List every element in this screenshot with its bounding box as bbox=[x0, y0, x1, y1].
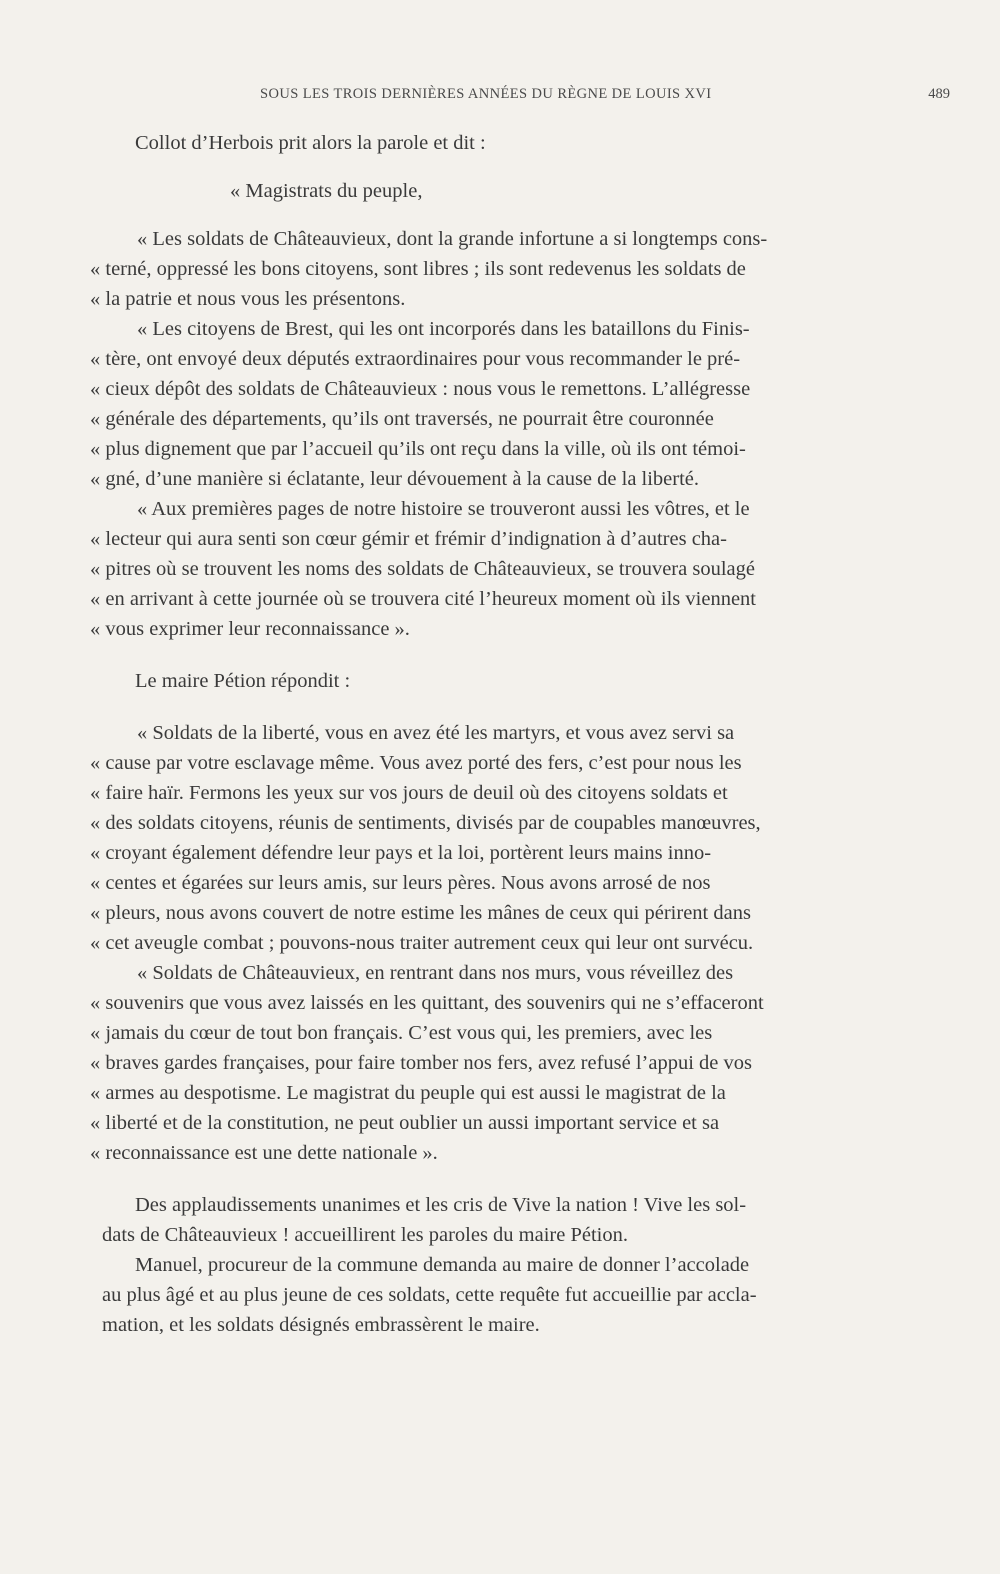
text-line: « centes et égarées sur leurs amis, sur leurs pères. Nous avons arrosé de nos bbox=[90, 872, 711, 894]
text-line: mation, et les soldats désignés embrassèrent le maire. bbox=[102, 1314, 540, 1336]
text-line: Collot d’Herbois prit alors la parole et dit : bbox=[135, 132, 486, 154]
page-header bbox=[90, 86, 952, 110]
text-line: « des soldats citoyens, réunis de sentiments, divisés par de coupables manœuvres, bbox=[90, 812, 761, 834]
text-line: « en arrivant à cette journée où se trouvera cité l’heureux moment où ils viennent bbox=[90, 588, 756, 610]
text-line: « vous exprimer leur reconnaissance ». bbox=[90, 618, 410, 640]
running-title: SOUS LES TROIS DERNIÈRES ANNÉES DU RÈGNE DE LOUIS XVI bbox=[260, 86, 712, 102]
text-line: « jamais du cœur de tout bon français. C’est vous qui, les premiers, avec les bbox=[90, 1022, 713, 1044]
text-line: « tère, ont envoyé deux députés extraordinaires pour vous recommander le pré- bbox=[90, 348, 741, 370]
text-line: « générale des départements, qu’ils ont traversés, ne pourrait être couronnée bbox=[90, 408, 714, 430]
text-line: « Soldats de Châteauvieux, en rentrant dans nos murs, vous réveillez des bbox=[137, 962, 734, 984]
text-line: « plus dignement que par l’accueil qu’ils ont reçu dans la ville, où ils ont témoi- bbox=[90, 438, 746, 460]
text-line: « croyant également défendre leur pays et la loi, portèrent leurs mains inno- bbox=[90, 842, 712, 864]
text-line: « Soldats de la liberté, vous en avez été les martyrs, et vous avez servi sa bbox=[137, 722, 735, 744]
body-text bbox=[90, 128, 940, 1340]
text-line: « pitres où se trouvent les noms des soldats de Châteauvieux, se trouvera soulagé bbox=[90, 558, 755, 580]
text-line: « terné, oppressé les bons citoyens, sont libres ; ils sont redevenus les soldats de bbox=[90, 258, 746, 280]
text-line: « pleurs, nous avons couvert de notre estime les mânes de ceux qui périrent dans bbox=[90, 902, 751, 924]
text-line: « cause par votre esclavage même. Vous avez porté des fers, c’est pour nous les bbox=[90, 752, 742, 774]
text-line: « Les citoyens de Brest, qui les ont incorporés dans les bataillons du Finis- bbox=[137, 318, 750, 340]
text-line: « armes au despotisme. Le magistrat du peuple qui est aussi le magistrat de la bbox=[90, 1082, 726, 1104]
text-line: « faire haïr. Fermons les yeux sur vos jours de deuil où des citoyens soldats et bbox=[90, 782, 728, 804]
text-line: « cieux dépôt des soldats de Châteauvieux : nous vous le remettons. L’allégresse bbox=[90, 378, 751, 400]
text-line: « braves gardes françaises, pour faire tomber nos fers, avez refusé l’appui de vos bbox=[90, 1052, 752, 1074]
text-line: dats de Châteauvieux ! accueillirent les paroles du maire Pétion. bbox=[102, 1224, 628, 1246]
text-line: « reconnaissance est une dette nationale ». bbox=[90, 1142, 438, 1164]
text-line: Le maire Pétion répondit : bbox=[135, 670, 351, 692]
text-line: « lecteur qui aura senti son cœur gémir et frémir d’indignation à d’autres cha- bbox=[90, 528, 727, 550]
text-line: « Les soldats de Châteauvieux, dont la grande infortune a si longtemps cons- bbox=[137, 228, 768, 250]
text-line: au plus âgé et au plus jeune de ces soldats, cette requête fut accueillie par accla- bbox=[102, 1284, 757, 1306]
text-line: « Aux premières pages de notre histoire se trouveront aussi les vôtres, et le bbox=[137, 498, 750, 520]
text-line: « Magistrats du peuple, bbox=[230, 180, 423, 202]
text-line: « gné, d’une manière si éclatante, leur dévouement à la cause de la liberté. bbox=[90, 468, 700, 490]
page-number: 489 bbox=[928, 86, 950, 102]
text-line: « souvenirs que vous avez laissés en les quittant, des souvenirs qui ne s’effaceront bbox=[90, 992, 764, 1014]
text-line: « liberté et de la constitution, ne peut oublier un aussi important service et sa bbox=[90, 1112, 720, 1134]
text-line: « cet aveugle combat ; pouvons-nous traiter autrement ceux qui leur ont survécu. bbox=[90, 932, 754, 954]
text-line: Des applaudissements unanimes et les cris de Vive la nation ! Vive les sol- bbox=[135, 1194, 747, 1216]
text-line: « la patrie et nous vous les présentons. bbox=[90, 288, 406, 310]
text-line: Manuel, procureur de la commune demanda au maire de donner l’accolade bbox=[135, 1254, 750, 1276]
